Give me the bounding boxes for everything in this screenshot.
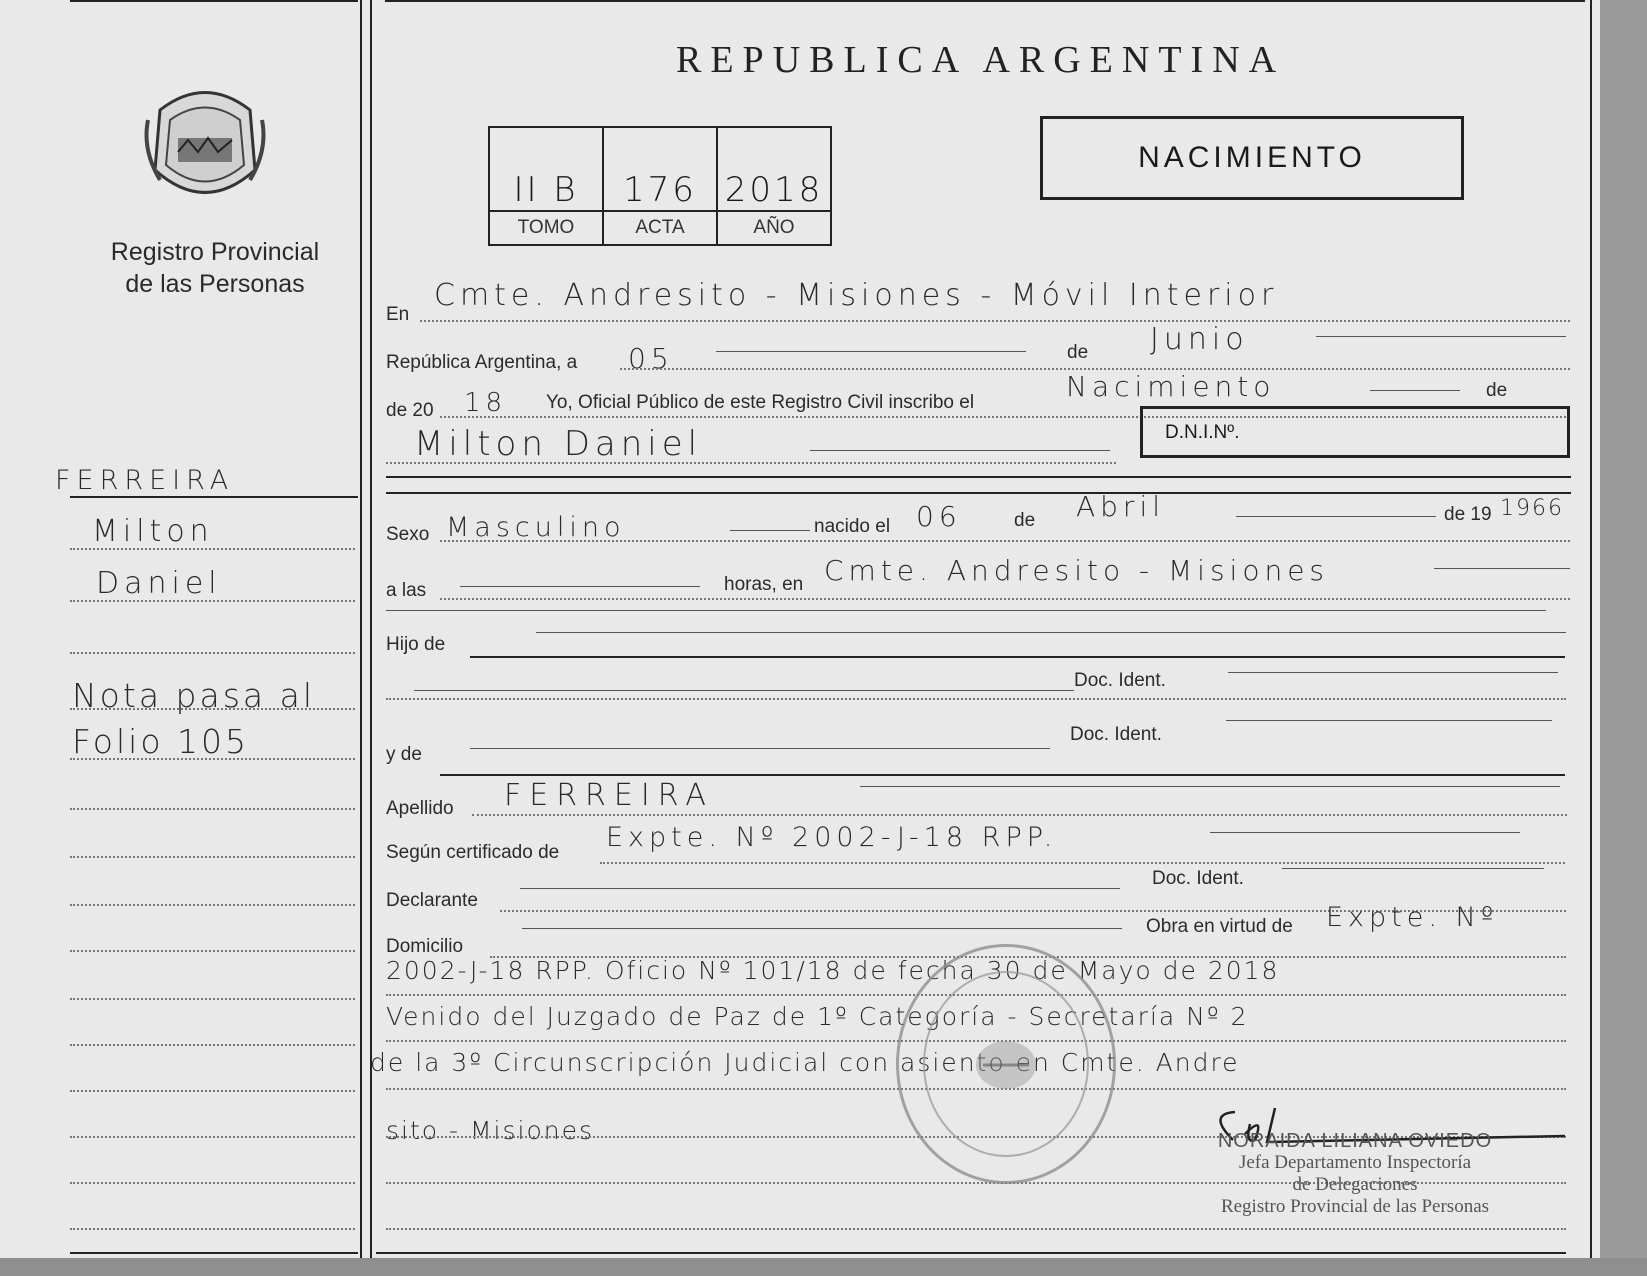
doc-ident-3-line (1282, 868, 1544, 869)
day-value: 05 (628, 342, 674, 375)
republica-label: República Argentina, a (386, 352, 578, 373)
obra-label: Obra en virtud de (1146, 916, 1293, 937)
dni-label: D.N.I.Nº. (1165, 422, 1240, 443)
de-label-2: de (1486, 380, 1508, 401)
obra-value: Expte. Nº (1326, 902, 1499, 933)
apellido-label: Apellido (386, 798, 454, 819)
day-line (716, 351, 1026, 352)
signatory-role: Jefa Departamento Inspectoría (1238, 1152, 1472, 1173)
declarante-line (520, 888, 1120, 889)
registered-name-value: Milton Daniel (414, 424, 703, 464)
de20-label: de 20 (386, 400, 434, 421)
acta-value: 176 (603, 127, 717, 211)
sexo-value: Masculino (446, 512, 626, 543)
body-line-1: 2002-J-18 RPP. Oficio Nº 101/18 de fecha 30 de Mayo de 2018 (386, 956, 1280, 985)
page-right-edge (1590, 0, 1592, 1262)
horas-label: horas, en (724, 574, 804, 595)
domicilio-line (522, 928, 1122, 929)
anio-value: 2018 (717, 127, 831, 211)
margin-dotline (70, 758, 355, 760)
margin-surname-rule (70, 496, 358, 498)
inscribo-line (1370, 390, 1460, 391)
doc-ident-label-3: Doc. Ident. (1152, 868, 1244, 889)
segun-value: Expte. Nº 2002-J-18 RPP. (606, 822, 1058, 853)
dni-box (1140, 406, 1570, 458)
parent1-line (414, 690, 1074, 691)
signatory-name: NORAIDA LILIANA OVIEDO (1217, 1130, 1493, 1152)
apellido-line-top (860, 786, 1560, 787)
parent1-dotline (386, 698, 1566, 700)
margin-given-name-2: Daniel (96, 566, 222, 601)
margin-dotline (70, 1228, 355, 1230)
registry-name (80, 236, 350, 300)
year-value: 18 (464, 388, 508, 418)
en-label: En (386, 304, 410, 325)
margin-dotline (70, 856, 355, 858)
birth-month-line (1236, 516, 1436, 517)
margin-bottom-rule (70, 1252, 358, 1254)
margin-dotline (70, 708, 355, 710)
month-value: Junio (1150, 322, 1249, 357)
provincia-misiones-seal-icon (140, 80, 270, 210)
acta-label: ACTA (603, 211, 717, 245)
margin-given-name-1: Milton (92, 514, 214, 549)
body-dotline-6 (386, 1228, 1566, 1230)
alas-label: a las (386, 580, 427, 601)
doc-ident-2-line (1226, 720, 1552, 721)
body-line-4: sito - Misiones (386, 1116, 595, 1145)
margin-divider-left (360, 0, 362, 1262)
birth-place-value: Cmte. Andresito - Misiones (824, 554, 1330, 587)
coat-of-arms-icon (971, 1035, 1041, 1095)
declarante-label: Declarante (386, 890, 478, 911)
top-rule-left (70, 0, 358, 2)
name-dotline (386, 462, 1116, 464)
segun-label: Según certificado de (386, 842, 560, 863)
blank-line-1 (386, 610, 1546, 611)
body-line-2: Venido del Juzgado de Paz de 1º Categoría - Secretaría Nº 2 (386, 1002, 1249, 1031)
apellido-value: FERREIRA (504, 778, 714, 813)
tomo-value: II B (489, 127, 603, 211)
apellido-dotline (472, 814, 1567, 816)
domicilio-label: Domicilio (386, 936, 464, 957)
birth-place-line (1434, 568, 1570, 569)
de-label-3: de (1014, 510, 1036, 531)
margin-dotline (70, 1136, 355, 1138)
birth-month-value: Abril (1076, 490, 1165, 523)
page-bottom-rule (376, 1252, 1566, 1254)
segun-line (1210, 832, 1520, 833)
margin-dotline (70, 1182, 355, 1184)
de-label: de (1067, 342, 1089, 363)
margin-note-line1: Nota pasa al (72, 676, 315, 715)
en-value: Cmte. Andresito - Misiones - Móvil Interior (434, 278, 1279, 313)
page-title: REPUBLICA ARGENTINA (676, 39, 1286, 81)
top-rule-right (385, 0, 1585, 2)
document-type-box: NACIMIENTO (1040, 116, 1464, 200)
margin-dotline (70, 808, 355, 810)
book-reference-table (488, 126, 832, 246)
signatory-dept: de Delegaciones (1292, 1174, 1418, 1195)
signatory-org: Registro Provincial de las Personas (1220, 1196, 1490, 1217)
margin-dotline (70, 600, 355, 602)
inscribo-value: Nacimiento (1066, 370, 1276, 403)
yde-label: y de (386, 744, 422, 765)
margin-dotline (70, 548, 355, 550)
signature-block (1190, 1130, 1520, 1218)
nacido-label: nacido el (814, 516, 891, 537)
margin-dotline (70, 1044, 355, 1046)
margin-dotline (70, 950, 355, 952)
en-dotline (420, 320, 1570, 322)
margin-dotline (70, 998, 355, 1000)
doc-ident-label-1: Doc. Ident. (1074, 670, 1166, 691)
alas-dotline (440, 598, 1570, 600)
month-line (1316, 336, 1566, 337)
name-line (810, 450, 1110, 451)
margin-surname: FERREIRA (55, 465, 235, 496)
hijo-label: Hijo de (386, 634, 446, 655)
section-rule-bottom (386, 492, 1571, 494)
sexo-dotline (440, 540, 1570, 542)
official-round-stamp (896, 944, 1116, 1184)
segun-dotline (600, 862, 1565, 864)
alas-line (460, 586, 700, 587)
de-label-4: de 19 (1444, 504, 1492, 525)
doc-ident-1-line (1228, 672, 1558, 673)
sexo-label: Sexo (386, 524, 430, 545)
body-line-3: de la 3º Circunscripción Judicial con asiento en Cmte. Andre (370, 1048, 1240, 1077)
anio-label: AÑO (717, 211, 831, 245)
sexo-line (730, 530, 810, 531)
birth-day-value: 06 (916, 500, 962, 533)
doc-ident-label-2: Doc. Ident. (1070, 724, 1162, 745)
margin-note-line2: Folio 105 (72, 722, 249, 761)
margin-dotline (70, 904, 355, 906)
margin-dotline (70, 1090, 355, 1092)
yo-label: Yo, Oficial Público de este Registro Civil inscribo el (546, 392, 975, 413)
tomo-label: TOMO (489, 211, 603, 245)
hijo-line-2 (470, 656, 1565, 658)
birth-year-value: 1966 (1500, 496, 1564, 521)
hijo-line-1 (536, 632, 1566, 633)
registry-name-line1: Registro Provincial (110, 238, 320, 266)
yde-line (440, 774, 1565, 776)
section-rule-top (386, 476, 1571, 478)
parent2-line (470, 748, 1050, 749)
scan-bottom-edge (0, 1258, 1647, 1276)
margin-dotline (70, 652, 355, 654)
registry-name-line2: de las Personas (125, 270, 305, 298)
